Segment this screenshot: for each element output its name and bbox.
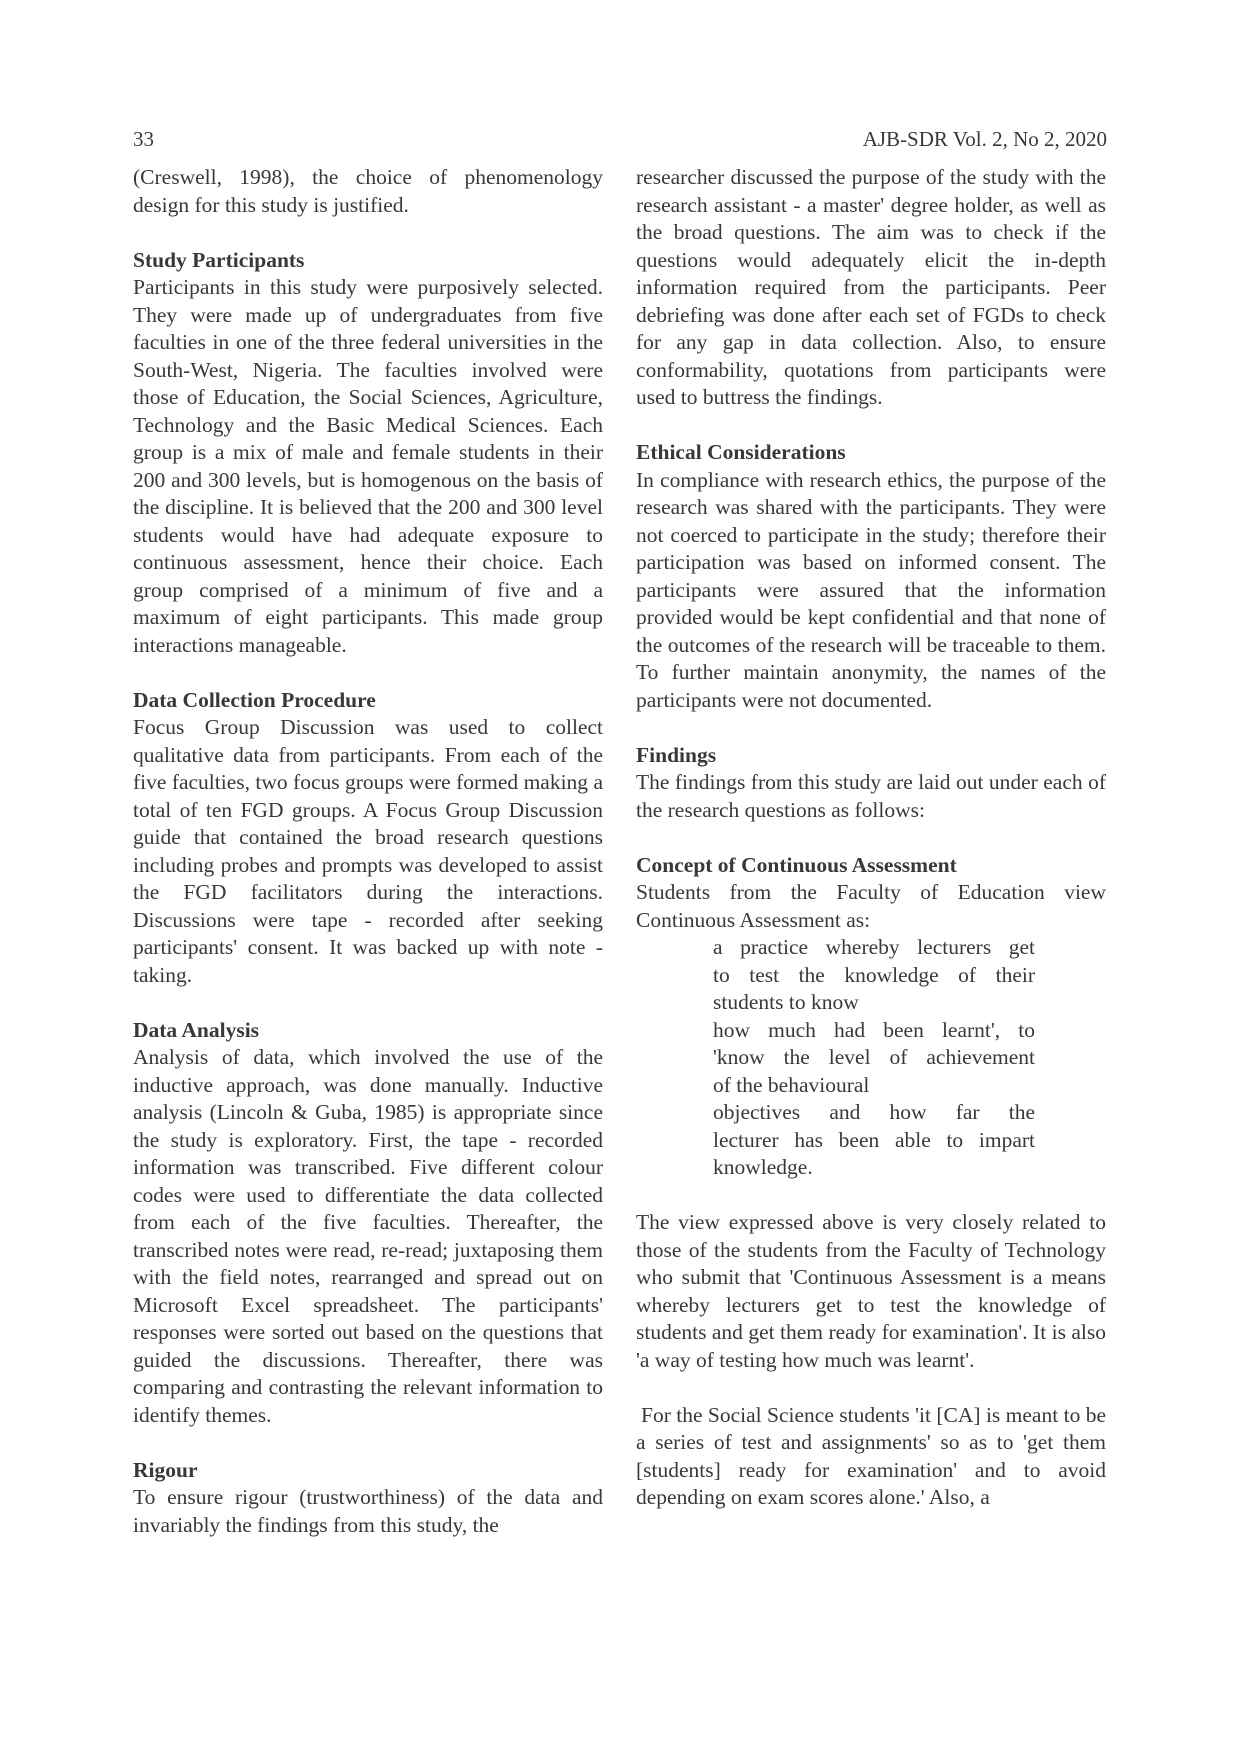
heading-data-collection-procedure: Data Collection Procedure	[133, 687, 376, 712]
quote-line: 'know the level of achievement	[713, 1045, 1035, 1069]
heading-concept-of-continuous-assessment: Concept of Continuous Assessment	[636, 852, 957, 877]
quote-line: to test the knowledge of their	[713, 962, 1035, 987]
paragraph-study-participants: Participants in this study were purposively selected. They were made up of undergraduates from five faculties in one of the three federal universities in the South-West, Nigeria. The faculties involved were those of Education, the Social Sciences, Agriculture, Technology and the Basic Medical Sciences. Each group is a mix of male and female students in their 200 and 300 levels, but is homogenous on the basis of the discipline. It is believed that the 200 and 300 level students would have had adequate exposure to continuous assessment, hence their choice. Each group comprised of a minimum of five and a maximum of eight participants. This made group interactions manageable.	[133, 275, 603, 657]
heading-data-analysis: Data Analysis	[133, 1017, 260, 1042]
paragraph-ethical-considerations: In compliance with research ethics, the purpose of the research was shared with the participants. They were not coerced to participate in the study; therefore their participation was based on informed consent. The participants were assured that the information provided would be kept confidential and that none of the outcomes of the research will be traceable to them. To further maintain anonymity, the names of the participants were not documented.	[636, 467, 1106, 712]
left-column	[133, 164, 603, 1539]
heading-ethical-considerations: Ethical Considerations	[636, 440, 846, 464]
heading-rigour: Rigour	[133, 1457, 198, 1482]
quote-line: of the behavioural	[713, 1072, 870, 1097]
quote-line: how much had been learnt', to	[713, 1017, 1035, 1042]
page-number: 33	[133, 127, 154, 151]
paragraph-phenomenology-justification: (Creswell, 1998), the choice of phenomenology design for this study is justified.	[133, 165, 603, 217]
paragraph-rigour: To ensure rigour (trustworthiness) of the data and invariably the findings from this study, the	[133, 1485, 603, 1537]
paragraph-data-collection-procedure: Focus Group Discussion was used to collect qualitative data from participants. From each of the five faculties, two focus groups were formed making a total of ten FGD groups. A Focus Group Discussion guide that contained the broad research questions including probes and prompts was developed to assist the FGD facilitators during the interactions. Discussions were tape - recorded after seeking participants' consent. It was backed up with note - taking.	[133, 715, 603, 987]
paragraph-data-analysis: Analysis of data, which involved the use of the inductive approach, was done manually. Inductive analysis (Lincoln & Guba, 1985) is appropriate since the study is exploratory. First, the tape - recorded information was transcribed. Five different colour codes were used to differentiate the data collected from each of the five faculties. Thereafter, the transcribed notes were read, re-read; juxtaposing them with the field notes, rearranged and spread out on Microsoft Excel spreadsheet. The participants' responses were sorted out based on the questions that guided the discussions. Thereafter, there was comparing and contrasting the relevant information to identify themes.	[133, 1045, 603, 1427]
quote-line: students to know	[713, 990, 859, 1014]
quote-line: knowledge.	[713, 1155, 813, 1179]
block-quote-education-view	[713, 934, 1035, 1182]
quote-line: lecturer has been able to impart	[713, 1127, 1035, 1152]
paragraph-findings: The findings from this study are laid out under each of the research questions as follows:	[636, 770, 1106, 822]
two-column-body	[133, 164, 1107, 1539]
paragraph-social-science-view: For the Social Science students 'it [CA] is meant to be a series of test and assignments' so as to 'get them [students] ready for examination' and to avoid depending on exam scores alone.' Also, a	[636, 1402, 1106, 1509]
quote-line: objectives and how far the	[713, 1100, 1035, 1124]
quote-line: a practice whereby lecturers get	[713, 935, 1035, 959]
paragraph-technology-view: The view expressed above is very closely related to those of the students from the Faculty of Technology who submit that 'Continuous Assessment is a means whereby lecturers get to test the knowledge of students and get them ready for examination'. It is also 'a way of testing how much was learnt'.	[636, 1210, 1106, 1372]
page-header	[133, 126, 1107, 152]
paragraph-peer-debriefing: researcher discussed the purpose of the study with the research assistant - a master' degree holder, as well as the broad questions. The aim was to check if the questions would adequately elicit the in-depth information required from the participants. Peer debriefing was done after each set of FGDs to check for any gap in data collection. Also, to ensure conformability, quotations from participants were used to buttress the findings.	[636, 165, 1106, 409]
heading-findings: Findings	[636, 742, 717, 767]
journal-reference: AJB-SDR Vol. 2, No 2, 2020	[862, 127, 1107, 151]
paragraph-education-view-intro: Students from the Faculty of Education view Continuous Assessment as:	[636, 880, 1106, 932]
right-column	[636, 164, 1106, 1539]
heading-study-participants: Study Participants	[133, 247, 305, 272]
